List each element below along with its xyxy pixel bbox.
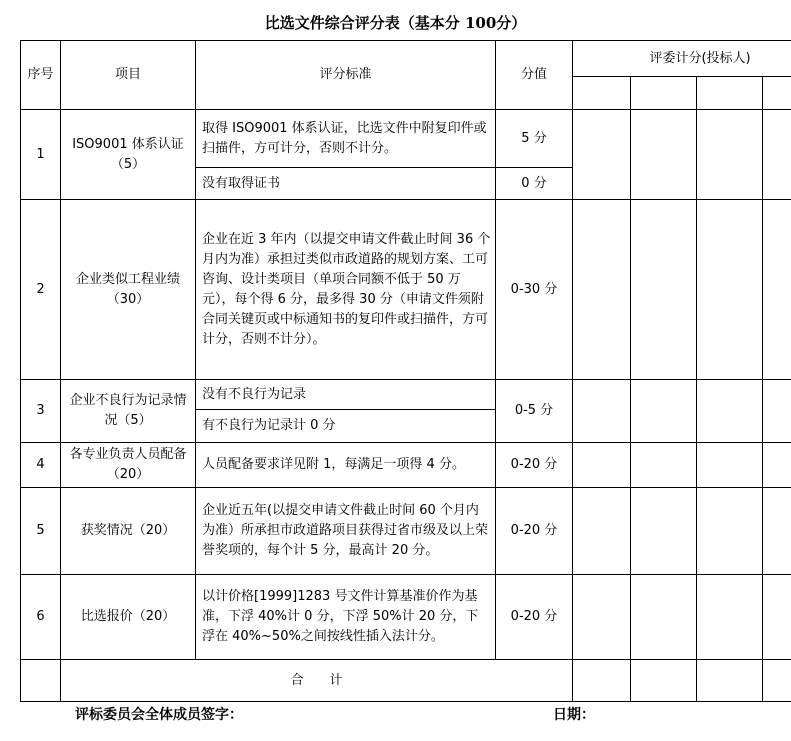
score-cell[interactable] xyxy=(573,443,631,488)
row-no: 4 xyxy=(21,443,61,488)
judge-col-3[interactable] xyxy=(697,77,763,110)
row-no: 6 xyxy=(21,575,61,660)
header-criteria: 评分标准 xyxy=(196,41,496,110)
row-no: 3 xyxy=(21,380,61,443)
score-cell[interactable] xyxy=(573,575,631,660)
row-criteria: 人员配备要求详见附 1，每满足一项得 4 分。 xyxy=(196,443,496,488)
row-no: 5 xyxy=(21,488,61,575)
row-score: 0-5 分 xyxy=(496,380,573,443)
score-cell[interactable] xyxy=(573,488,631,575)
score-cell[interactable] xyxy=(631,380,697,443)
score-cell[interactable] xyxy=(697,575,763,660)
row-criteria: 取得 ISO9001 体系认证，比选文件中附复印件或扫描件，方可计分，否则不计分。 xyxy=(196,110,496,168)
judge-col-4[interactable] xyxy=(763,77,791,110)
row-item: 企业不良行为记录情况（5） xyxy=(61,380,196,443)
score-cell[interactable] xyxy=(697,443,763,488)
judge-col-2[interactable] xyxy=(631,77,697,110)
row-criteria: 企业近五年(以提交申请文件截止时间 60 个月内为准）所承担市政道路项目获得过省市级及以上荣誉奖项的，每个计 5 分，最高计 20 分。 xyxy=(196,488,496,575)
total-cell[interactable] xyxy=(631,660,697,702)
table-row xyxy=(21,110,791,168)
score-table xyxy=(20,40,791,702)
score-cell[interactable] xyxy=(697,380,763,443)
row-score: 0 分 xyxy=(496,168,573,200)
row-item: 企业类似工程业绩（30） xyxy=(61,200,196,380)
row-item: 各专业负责人员配备（20） xyxy=(61,443,196,488)
total-cell[interactable] xyxy=(763,660,791,702)
score-cell[interactable] xyxy=(763,575,791,660)
table-row xyxy=(21,488,791,575)
score-cell[interactable] xyxy=(697,488,763,575)
header-row xyxy=(21,41,791,77)
total-empty-cell xyxy=(21,660,61,702)
score-cell[interactable] xyxy=(763,443,791,488)
row-no: 2 xyxy=(21,200,61,380)
total-row xyxy=(21,660,791,702)
score-cell[interactable] xyxy=(573,200,631,380)
score-cell[interactable] xyxy=(573,110,631,200)
score-cell[interactable] xyxy=(631,488,697,575)
page-title: 比选文件综合评分表（基本分 100分） xyxy=(264,14,527,32)
table-row xyxy=(21,200,791,380)
row-score: 0-20 分 xyxy=(496,443,573,488)
score-cell[interactable] xyxy=(573,380,631,443)
row-score: 0-30 分 xyxy=(496,200,573,380)
signature-label: 评标委员会全体成员签字： xyxy=(75,707,243,723)
score-cell[interactable] xyxy=(631,200,697,380)
row-score: 0-20 分 xyxy=(496,575,573,660)
table-row xyxy=(21,443,791,488)
header-item: 项目 xyxy=(61,41,196,110)
row-item: 比选报价（20） xyxy=(61,575,196,660)
score-cell[interactable] xyxy=(763,110,791,200)
row-item: ISO9001 体系认证（5） xyxy=(61,110,196,200)
score-cell[interactable] xyxy=(697,110,763,200)
score-cell[interactable] xyxy=(763,380,791,443)
header-no: 序号 xyxy=(21,41,61,110)
date-label: 日期： xyxy=(553,707,595,723)
total-cell[interactable] xyxy=(697,660,763,702)
total-label: 合 计 xyxy=(61,660,573,702)
table-row xyxy=(21,575,791,660)
row-no: 1 xyxy=(21,110,61,200)
row-criteria: 企业在近 3 年内（以提交申请文件截止时间 36 个月内为准）承担过类似市政道路的规划方案、工可咨询、设计类项目（单项合同额不低于 50 万元），每个得 6 分，最多得 30 分（申请文件须附合同关键页或中标通知书的复印件或扫描件，方可计分，否则不计分）。 xyxy=(196,200,496,380)
row-criteria: 以计价格[1999]1283 号文件计算基准价作为基准，下浮 40%计 0 分，下浮 50%计 20 分，下浮在 40%~50%之间按线性插入法计分。 xyxy=(196,575,496,660)
row-score: 0-20 分 xyxy=(496,488,573,575)
judge-col-1[interactable] xyxy=(573,77,631,110)
score-cell[interactable] xyxy=(763,200,791,380)
row-criteria: 有不良行为记录计 0 分 xyxy=(196,410,496,443)
score-cell[interactable] xyxy=(763,488,791,575)
score-cell[interactable] xyxy=(631,443,697,488)
row-score: 5 分 xyxy=(496,110,573,168)
score-cell[interactable] xyxy=(697,200,763,380)
header-judges: 评委计分(投标人) xyxy=(573,41,791,77)
header-score: 分值 xyxy=(496,41,573,110)
row-item: 获奖情况（20） xyxy=(61,488,196,575)
table-row xyxy=(21,380,791,410)
score-cell[interactable] xyxy=(631,110,697,200)
row-criteria: 没有不良行为记录 xyxy=(196,380,496,410)
score-cell[interactable] xyxy=(631,575,697,660)
total-cell[interactable] xyxy=(573,660,631,702)
row-criteria: 没有取得证书 xyxy=(196,168,496,200)
